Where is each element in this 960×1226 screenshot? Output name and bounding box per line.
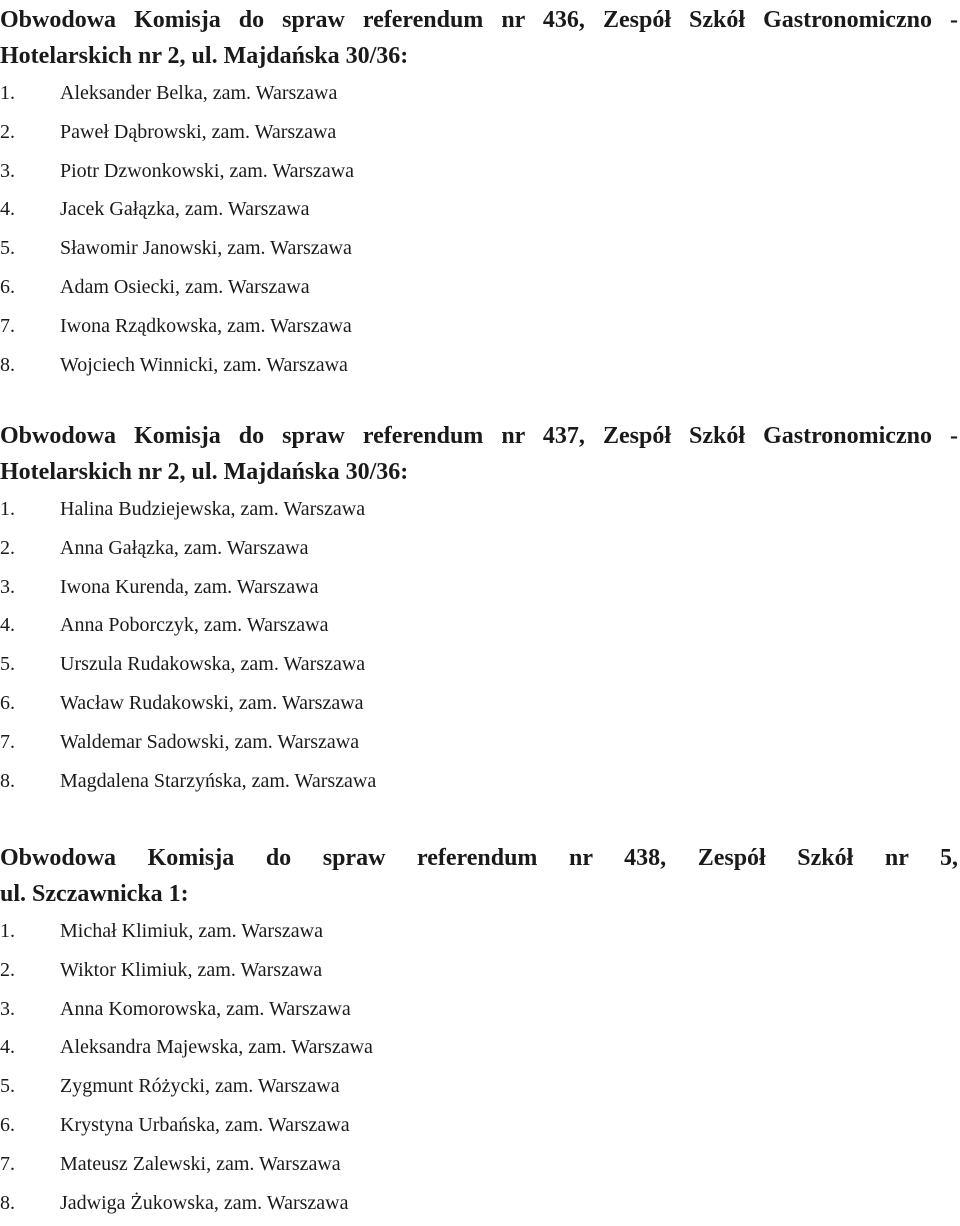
member-name: Adam Osiecki, zam. Warszawa — [60, 275, 310, 298]
member-item — [0, 1184, 960, 1223]
member-number: 4. — [0, 614, 15, 637]
commission-heading — [0, 840, 958, 912]
member-item — [0, 990, 960, 1029]
member-number: 6. — [0, 691, 15, 714]
member-item — [0, 229, 960, 268]
member-name: Paweł Dąbrowski, zam. Warszawa — [60, 120, 337, 143]
commission-heading — [0, 2, 958, 74]
member-item — [0, 1067, 960, 1106]
commission-heading-line2: Hotelarskich nr 2, ul. Majdańska 30/36: — [0, 43, 409, 69]
member-name: Magdalena Starzyńska, zam. Warszawa — [60, 769, 377, 792]
member-number: 1. — [0, 498, 15, 520]
member-number: 3. — [0, 159, 15, 182]
member-number: 2. — [0, 958, 15, 981]
member-item — [0, 307, 960, 346]
member-list — [0, 912, 960, 1222]
commission-438 — [0, 840, 960, 1222]
member-number: 5. — [0, 1075, 15, 1098]
member-name: Wacław Rudakowski, zam. Warszawa — [60, 691, 364, 714]
member-item — [0, 268, 960, 307]
member-item — [0, 645, 960, 684]
commission-437 — [0, 418, 960, 800]
member-number: 7. — [0, 314, 15, 337]
member-name: Anna Poborczyk, zam. Warszawa — [60, 614, 329, 637]
member-number: 5. — [0, 653, 15, 676]
member-name: Piotr Dzwonkowski, zam. Warszawa — [60, 159, 355, 182]
member-number: 4. — [0, 1036, 15, 1059]
member-number: 3. — [0, 997, 15, 1020]
member-name: Zygmunt Różycki, zam. Warszawa — [60, 1075, 340, 1098]
member-name: Sławomir Janowski, zam. Warszawa — [60, 237, 352, 260]
member-name: Iwona Kurenda, zam. Warszawa — [60, 575, 319, 598]
member-name: Iwona Rządkowska, zam. Warszawa — [60, 314, 352, 337]
member-item — [0, 568, 960, 607]
member-name: Halina Budziejewska, zam. Warszawa — [60, 498, 366, 520]
member-item — [0, 346, 960, 385]
member-list — [0, 490, 960, 800]
member-name: Anna Gałązka, zam. Warszawa — [60, 536, 309, 559]
member-name: Krystyna Urbańska, zam. Warszawa — [60, 1113, 350, 1136]
member-number: 2. — [0, 536, 15, 559]
commission-heading — [0, 418, 958, 490]
member-item — [0, 113, 960, 152]
member-item — [0, 74, 960, 113]
member-item — [0, 723, 960, 762]
member-list — [0, 74, 960, 384]
member-number: 6. — [0, 275, 15, 298]
member-item — [0, 1145, 960, 1184]
member-item — [0, 490, 960, 529]
member-item — [0, 912, 960, 951]
member-item — [0, 1106, 960, 1145]
member-name: Anna Komorowska, zam. Warszawa — [60, 997, 351, 1020]
member-number: 7. — [0, 730, 15, 753]
member-name: Aleksander Belka, zam. Warszawa — [60, 82, 338, 104]
commission-heading-line1: Obwodowa Komisja do spraw referendum nr 438, Zespół Szkół nr 5, — [0, 845, 958, 871]
member-number: 6. — [0, 1113, 15, 1136]
member-name: Wojciech Winnicki, zam. Warszawa — [60, 353, 348, 376]
member-item — [0, 190, 960, 229]
commission-heading-line2: ul. Szczawnicka 1: — [0, 881, 189, 907]
member-item — [0, 684, 960, 723]
member-name: Aleksandra Majewska, zam. Warszawa — [60, 1036, 373, 1059]
member-item — [0, 951, 960, 990]
member-name: Urszula Rudakowska, zam. Warszawa — [60, 653, 366, 676]
member-item — [0, 762, 960, 801]
member-number: 8. — [0, 769, 15, 792]
member-number: 5. — [0, 237, 15, 260]
member-name: Michał Klimiuk, zam. Warszawa — [60, 920, 323, 942]
member-number: 1. — [0, 82, 15, 104]
member-number: 1. — [0, 920, 15, 942]
member-item — [0, 152, 960, 191]
member-item — [0, 529, 960, 568]
member-name: Waldemar Sadowski, zam. Warszawa — [60, 730, 360, 753]
commission-heading-line1: Obwodowa Komisja do spraw referendum nr 437, Zespół Szkół Gastronomiczno - — [0, 423, 958, 449]
member-name: Jacek Gałązka, zam. Warszawa — [60, 198, 310, 221]
member-number: 8. — [0, 1191, 15, 1214]
member-number: 4. — [0, 198, 15, 221]
member-number: 7. — [0, 1152, 15, 1175]
member-number: 8. — [0, 353, 15, 376]
member-name: Jadwiga Żukowska, zam. Warszawa — [60, 1191, 349, 1214]
member-item — [0, 1028, 960, 1067]
member-name: Mateusz Zalewski, zam. Warszawa — [60, 1152, 341, 1175]
member-name: Wiktor Klimiuk, zam. Warszawa — [60, 958, 323, 981]
commission-heading-line1: Obwodowa Komisja do spraw referendum nr 436, Zespół Szkół Gastronomiczno - — [0, 7, 958, 33]
commission-436 — [0, 2, 960, 384]
member-number: 2. — [0, 120, 15, 143]
member-number: 3. — [0, 575, 15, 598]
commission-heading-line2: Hotelarskich nr 2, ul. Majdańska 30/36: — [0, 459, 409, 485]
member-item — [0, 606, 960, 645]
